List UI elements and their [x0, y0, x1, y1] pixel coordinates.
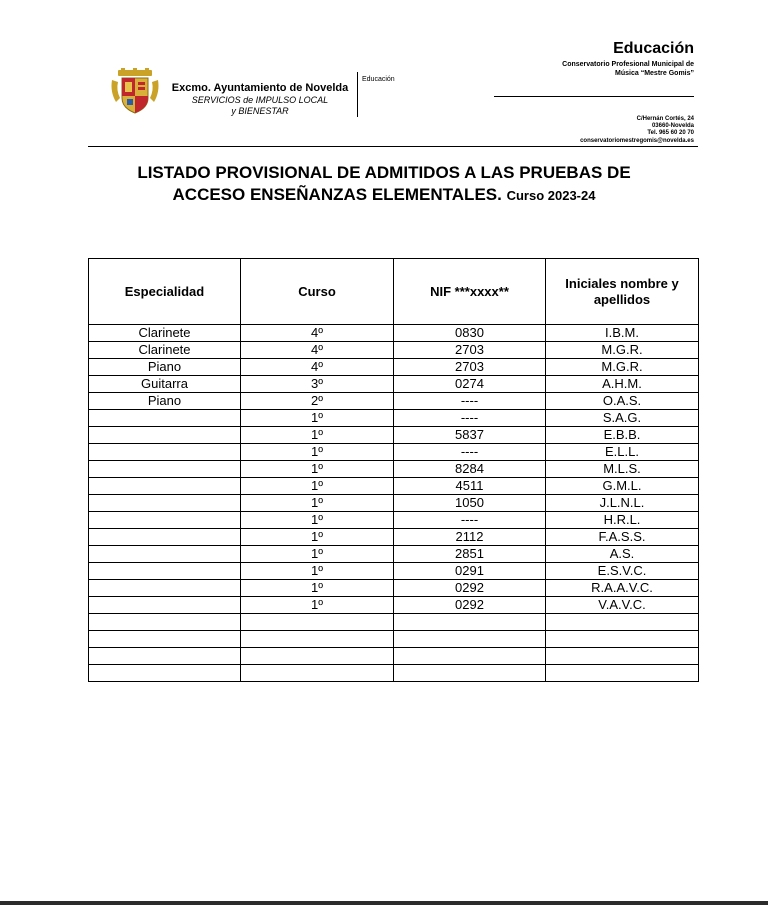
header-separator: [357, 72, 358, 117]
cell-especialidad: Clarinete: [89, 342, 241, 359]
cell-especialidad: [89, 495, 241, 512]
table-row-empty: [89, 614, 699, 631]
table-row: [89, 393, 699, 410]
cell-curso: 1º: [241, 410, 394, 427]
cell-especialidad: [89, 614, 241, 631]
table-row: [89, 444, 699, 461]
cell-curso: 1º: [241, 529, 394, 546]
cell-iniciales: [546, 614, 699, 631]
cell-iniciales: [546, 648, 699, 665]
cell-iniciales: R.A.A.V.C.: [546, 580, 699, 597]
address-phone: Tel. 965 60 20 70: [647, 130, 694, 136]
cell-nif: ----: [394, 512, 546, 529]
header-curso: Curso: [241, 259, 394, 325]
cell-especialidad: [89, 410, 241, 427]
title-line1: LISTADO PROVISIONAL DE ADMITIDOS A LAS PRUEBAS DE: [137, 163, 631, 182]
cell-curso: 3º: [241, 376, 394, 393]
table-row: [89, 563, 699, 580]
cell-curso: 1º: [241, 597, 394, 614]
cell-curso: 1º: [241, 427, 394, 444]
cell-curso: 1º: [241, 563, 394, 580]
cell-curso: 4º: [241, 325, 394, 342]
cell-iniciales: [546, 631, 699, 648]
table-row-empty: [89, 631, 699, 648]
cell-nif: 0292: [394, 580, 546, 597]
table-row: [89, 546, 699, 563]
organization-block: [160, 82, 360, 117]
cell-curso: 1º: [241, 461, 394, 478]
table-row: [89, 580, 699, 597]
cell-especialidad: [89, 563, 241, 580]
table-row-empty: [89, 665, 699, 682]
header-iniciales: Iniciales nombre y apellidos: [546, 259, 699, 325]
table-row: [89, 359, 699, 376]
cell-nif: 0830: [394, 325, 546, 342]
address-city: 03660-Novelda: [651, 123, 694, 129]
title-line2-text: ACCESO ENSEÑANZAS ELEMENTALES.: [172, 185, 502, 204]
table-row: [89, 410, 699, 427]
cell-curso: 4º: [241, 359, 394, 376]
cell-iniciales: H.R.L.: [546, 512, 699, 529]
cell-especialidad: Piano: [89, 359, 241, 376]
header-rule: [88, 146, 698, 147]
cell-nif: [394, 631, 546, 648]
cell-nif: 2703: [394, 342, 546, 359]
table-row: [89, 342, 699, 359]
cell-nif: ----: [394, 444, 546, 461]
cell-curso: 4º: [241, 342, 394, 359]
cell-iniciales: E.S.V.C.: [546, 563, 699, 580]
table-header-row: [89, 259, 699, 325]
cell-curso: 1º: [241, 580, 394, 597]
cell-nif: 0292: [394, 597, 546, 614]
cell-nif: [394, 614, 546, 631]
cell-especialidad: [89, 631, 241, 648]
department-small-label: Educación: [362, 76, 395, 83]
cell-nif: ----: [394, 393, 546, 410]
cell-iniciales: [546, 665, 699, 682]
cell-iniciales: V.A.V.C.: [546, 597, 699, 614]
cell-iniciales: G.M.L.: [546, 478, 699, 495]
cell-curso: 1º: [241, 444, 394, 461]
organization-department-line2: y BIENESTAR: [231, 106, 289, 116]
cell-especialidad: [89, 444, 241, 461]
cell-iniciales: O.A.S.: [546, 393, 699, 410]
cell-iniciales: A.S.: [546, 546, 699, 563]
cell-iniciales: J.L.N.L.: [546, 495, 699, 512]
document-title: [0, 162, 768, 207]
address-street: C/Hernán Cortés, 24: [636, 116, 694, 122]
table-row: [89, 529, 699, 546]
cell-nif: 2112: [394, 529, 546, 546]
cell-nif: ----: [394, 410, 546, 427]
cell-especialidad: [89, 529, 241, 546]
education-title: Educación: [613, 40, 694, 57]
cell-iniciales: E.B.B.: [546, 427, 699, 444]
address-divider: [494, 96, 694, 97]
cell-especialidad: [89, 461, 241, 478]
cell-iniciales: I.B.M.: [546, 325, 699, 342]
cell-curso: [241, 648, 394, 665]
cell-nif: 5837: [394, 427, 546, 444]
table-row: [89, 512, 699, 529]
header-especialidad: Especialidad: [89, 259, 241, 325]
cell-iniciales: A.H.M.: [546, 376, 699, 393]
organization-department-line1: SERVICIOS de IMPULSO LOCAL: [191, 95, 329, 105]
coat-of-arms-icon: [110, 68, 160, 114]
conservatory-name-line1: Conservatorio Profesional Municipal de: [562, 61, 694, 68]
cell-especialidad: [89, 580, 241, 597]
cell-iniciales: E.L.L.: [546, 444, 699, 461]
header-nif: NIF ***xxxx**: [394, 259, 546, 325]
cell-curso: [241, 631, 394, 648]
cell-iniciales: M.G.R.: [546, 342, 699, 359]
title-line2: [0, 184, 768, 207]
cell-iniciales: F.A.S.S.: [546, 529, 699, 546]
table-row-empty: [89, 648, 699, 665]
cell-especialidad: [89, 597, 241, 614]
cell-curso: [241, 614, 394, 631]
page-bottom-bar: [0, 901, 768, 905]
cell-especialidad: [89, 427, 241, 444]
address-email: conservatoriomestregomis@novelda.es: [580, 138, 694, 144]
table-row: [89, 376, 699, 393]
cell-nif: 0274: [394, 376, 546, 393]
conservatory-name-line2: Música “Mestre Gomis”: [615, 70, 694, 77]
cell-especialidad: [89, 648, 241, 665]
table-row: [89, 461, 699, 478]
table-row: [89, 325, 699, 342]
cell-curso: 1º: [241, 478, 394, 495]
cell-especialidad: [89, 665, 241, 682]
cell-iniciales: M.L.S.: [546, 461, 699, 478]
cell-nif: 4511: [394, 478, 546, 495]
cell-nif: 2703: [394, 359, 546, 376]
cell-nif: 2851: [394, 546, 546, 563]
cell-nif: 8284: [394, 461, 546, 478]
cell-curso: 2º: [241, 393, 394, 410]
title-curso: Curso 2023-24: [506, 188, 596, 203]
cell-especialidad: Clarinete: [89, 325, 241, 342]
organization-name: Excmo. Ayuntamiento de Novelda: [171, 82, 349, 94]
cell-nif: 0291: [394, 563, 546, 580]
table-row: [89, 478, 699, 495]
table-row: [89, 495, 699, 512]
cell-nif: 1050: [394, 495, 546, 512]
cell-curso: [241, 665, 394, 682]
cell-curso: 1º: [241, 495, 394, 512]
cell-especialidad: Guitarra: [89, 376, 241, 393]
cell-iniciales: S.A.G.: [546, 410, 699, 427]
table-row: [89, 597, 699, 614]
cell-nif: [394, 648, 546, 665]
cell-curso: 1º: [241, 512, 394, 529]
admitted-list-table: [88, 258, 699, 682]
cell-especialidad: [89, 512, 241, 529]
cell-iniciales: M.G.R.: [546, 359, 699, 376]
cell-especialidad: [89, 478, 241, 495]
cell-especialidad: [89, 546, 241, 563]
cell-nif: [394, 665, 546, 682]
cell-curso: 1º: [241, 546, 394, 563]
cell-especialidad: Piano: [89, 393, 241, 410]
table-row: [89, 427, 699, 444]
